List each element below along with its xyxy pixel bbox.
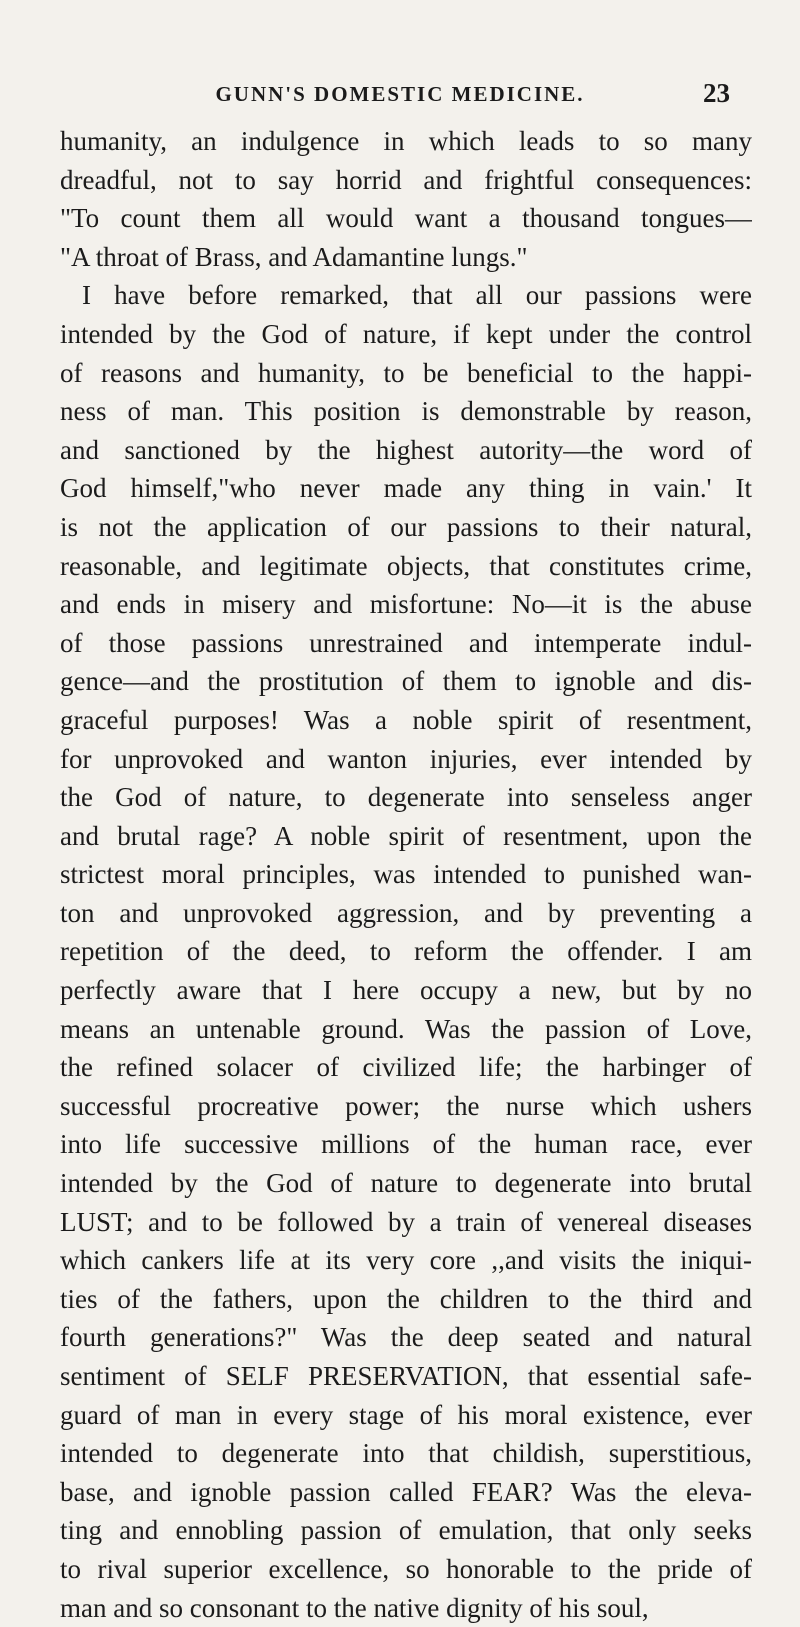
text-line: and ends in misery and misfortune: No—it is the abuse [60,589,752,620]
text-line: ties of the fathers, upon the children to the third and [60,1283,752,1314]
text-line: fourth generations?" Was the deep seated and natural [60,1322,752,1353]
text-line: base, and ignoble passion called FEAR? Was the eleva- [60,1476,752,1507]
text-line: and sanctioned by the highest autority—the word of [60,434,752,465]
text-line: reasonable, and legitimate objects, that constitutes crime, [60,550,752,581]
text-line: intended by the God of nature to degenerate into brutal [60,1168,752,1199]
text-line: ting and ennobling passion of emulation, that only seeks [60,1515,752,1546]
text-line: sentiment of SELF PRESERVATION, that essential safe- [60,1361,752,1391]
text-line: which cankers life at its very core ,,and visits the iniqui- [60,1245,752,1276]
text-line: man and so consonant to the native dignity of his soul, [60,1592,649,1623]
text-line: guard of man in every stage of his moral existence, ever [60,1399,752,1430]
text-line: into life successive millions of the human race, ever [60,1129,752,1160]
text-line: gence—and the prostitution of them to ignoble and dis- [60,666,752,697]
text-line: humanity, an indulgence in which leads to so many [60,126,752,156]
text-line: successful procreative power; the nurse which ushers [60,1090,752,1121]
text-line: of reasons and humanity, to be beneficial to the happi- [60,357,752,388]
text-line: perfectly aware that I here occupy a new, but by no [60,975,752,1006]
text-line: to rival superior excellence, so honorable to the pride of [60,1553,752,1584]
text-line: repetition of the deed, to reform the offender. I am [60,936,752,967]
text-line: ness of man. This position is demonstrable by reason, [60,396,752,427]
text-line: intended to degenerate into that childish, superstitious, [60,1438,752,1469]
running-head: GUNN'S DOMESTIC MEDICINE. [215,82,585,106]
text-line: the God of nature, to degenerate into senseless anger [60,782,752,813]
text-line: "To count them all would want a thousand tongues— [60,203,752,234]
page-number: 23 [703,78,730,108]
body-text [60,122,752,1627]
text-line: of those passions unrestrained and intemperate indul- [60,627,752,658]
text-line: God himself,"who never made any thing in vain.' It [60,473,752,504]
text-line: intended by the God of nature, if kept under the control [60,318,752,349]
text-line: LUST; and to be followed by a train of venereal diseases [60,1206,752,1237]
text-line: graceful purposes! Was a noble spirit of resentment, [60,704,752,735]
text-line: dreadful, not to say horrid and frightful consequences: [60,164,752,195]
text-line: the refined solacer of civilized life; the harbinger of [60,1052,752,1083]
text-line: ton and unprovoked aggression, and by preventing a [60,897,752,928]
text-line: and brutal rage? A noble spirit of resentment, upon the [60,820,752,851]
text-line: means an untenable ground. Was the passion of Love, [60,1013,752,1044]
text-line: for unprovoked and wanton injuries, ever intended by [60,743,752,774]
text-line: "A throat of Brass, and Adamantine lungs." [60,241,528,272]
text-line: I have before remarked, that all our passions were [82,280,752,311]
page-header [0,78,800,118]
text-line: strictest moral principles, was intended to punished wan- [60,859,752,890]
text-line: is not the application of our passions to their natural, [60,511,752,542]
